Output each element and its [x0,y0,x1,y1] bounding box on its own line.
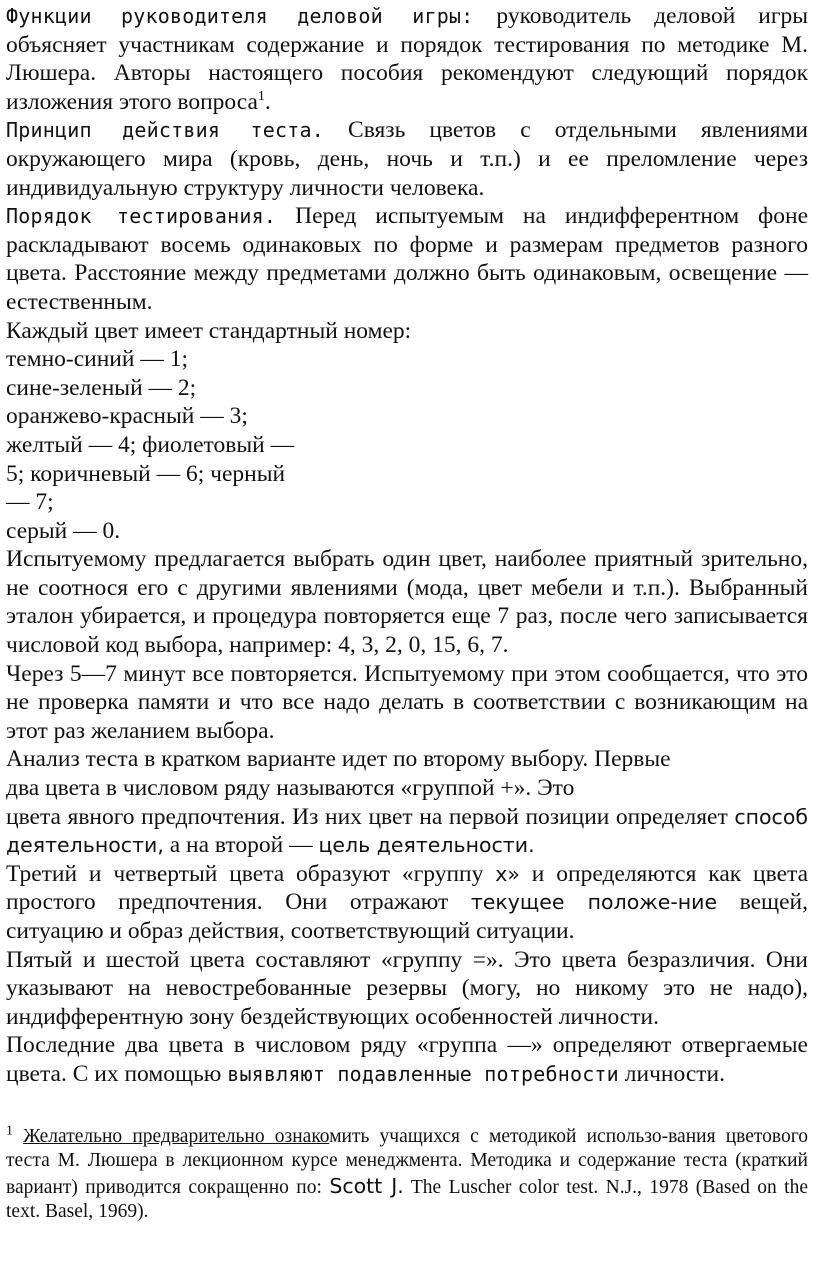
footnote-mark: 1 [6,1123,13,1139]
procedure-text: Перед испытуемым на индифферентном фоне раскладывают восемь одинаковых по форме и размерам предметов разного цвета. Расстояние между предметами должно быть одинаковым, освещение — естественным. [6,203,809,315]
functions-end: . [264,88,271,115]
paragraph-third-fourth [6,860,808,946]
third-fourth-group-x: x» [495,861,520,886]
footnote-text-b: The Luscher color test. N.J., 1978 (Based on the text. Basel, 1969). [6,1176,809,1223]
analysis-term-goal: цель деятельности. [318,833,535,858]
footnote-underlined: Желательно предварительно ознако [23,1125,330,1147]
color-list-line: темно-синий — 1; [6,346,188,373]
last-two-text-a: Последние два цвета в числовом ряду «группа —» определяют отвергаемые цвета. С их помощью [6,1032,808,1087]
color-list-line: серый — 0. [6,517,121,544]
footnote-author: Scott J. [329,1173,404,1198]
footnote-reference[interactable]: 1 [257,88,265,104]
analysis-line-2: два цвета в числовом ряду называются «группой +». Это [6,775,575,802]
footnote-text-a: мить учащихся с методикой использо-вания цветового теста М. Люшера в лекционном курсе менеджмента. Методика и содержание теста (краткий вариант) приводится сокращенно по: [6,1125,808,1198]
color-list-line: сине-зеленый — 2; [6,374,197,401]
color-list-intro: Каждый цвет имеет стандартный номер: [6,317,412,344]
principle-text: Связь цветов с отдельными явлениями окружающего мира (кровь, день, ночь и т.п.) и ее преломление через индивидуальную структуру личности человека. [6,117,809,201]
third-fourth-text-c: вещей, ситуацию и образ действия, соответствующий ситуации. [6,889,809,944]
analysis-line-1: Анализ теста в кратком варианте идет по второму выбору. Первые [6,746,671,773]
footnote [6,1125,808,1225]
third-fourth-term: текущее положе-ние [470,890,718,915]
paragraph-last-two [6,1031,808,1088]
term-principle: Принцип действия теста. [6,118,324,143]
analysis-rest [6,803,808,860]
third-fourth-text-a: Третий и четвертый цвета образуют «группу [6,860,484,887]
paragraph-subject-choice: Испытуемому предлагается выбрать один цвет, наиболее приятный зрительно, не соотнося его с другими явлениями (мода, цвет мебели и т.п.). Выбранный эталон убирается, и процедура повторяется еще 7 раз, после чего записывается числовой код выбора, например: 4, 3, 2, 0, 15, 6, 7. [6,546,808,659]
last-two-term: выявляют подавленные потребности [227,1061,619,1086]
term-functions: Функции руководителя деловой игры: [6,4,474,28]
color-number-list [6,317,808,546]
color-list-line: 5; коричневый — 6; черный [6,460,286,487]
paragraph-analysis [6,745,808,859]
functions-text: руководитель деловой игры объясняет участникам содержание и порядок тестирования по методике М. Люшера. Авторы настоящего пособия рекомендуют следующий порядок изложения этого вопроса [6,3,808,115]
analysis-term-method: способ деятельности, [6,804,808,858]
color-list-line: — 7; [6,489,54,516]
color-list-line: желтый — 4; фиолетовый — [6,431,295,458]
term-procedure: Порядок тестирования. [6,204,277,229]
paragraph-principle [6,116,808,202]
analysis-text-a: цвета явного предпочтения. Из них цвет на первой позиции определяет [6,803,728,830]
paragraph-repeat: Через 5—7 минут все повторяется. Испытуемому при этом сообщается, что это не проверка памяти и что все надо делать в соответствии с возникающим на этот раз желанием выбора. [6,660,808,744]
paragraph-fifth-sixth: Пятый и шестой цвета составляют «группу =». Это цвета безразличия. Они указывают на невостребованные резервы (могу, но никому это не надо), индифферентную зону бездействующих особенностей личности. [6,946,808,1030]
paragraph-procedure [6,202,808,316]
last-two-text-b: личности. [624,1060,725,1087]
third-fourth-text-b: и определяются как цвета простого предпочтения. Они отражают [6,860,809,916]
color-list-line: оранжево-красный — 3; [6,403,248,430]
analysis-text-b: а на второй — [169,832,313,859]
paragraph-functions [6,2,808,116]
footnote-separator [6,1089,808,1125]
